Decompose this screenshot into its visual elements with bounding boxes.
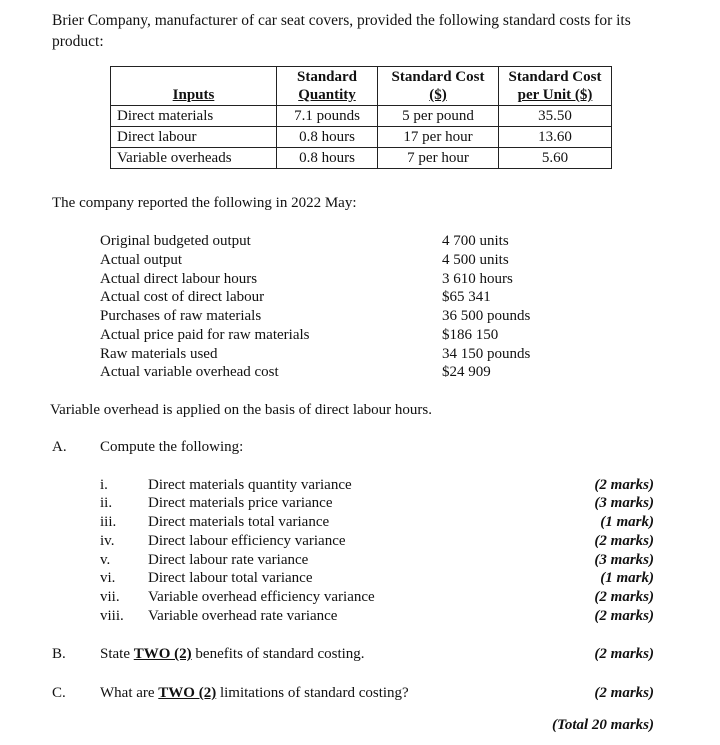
table-row [111,127,612,148]
intro-paragraph: Brier Company, manufacturer of car seat covers, provided the following standard costs for its product: [52,12,631,50]
item-number: iii. [100,514,117,530]
reported-label: Actual price paid for raw materials [100,327,310,343]
header-inputs: Inputs [111,67,277,106]
item-text: Variable overhead efficiency variance [148,589,375,605]
reported-value: $65 341 [442,289,491,305]
standard-cost-table [110,66,612,169]
item-number: iv. [100,533,115,549]
table-cell-cost: 17 per hour [378,127,499,148]
item-marks: (2 marks) [594,533,654,549]
section-b-marks: (2 marks) [594,646,654,662]
item-marks: (3 marks) [594,495,654,511]
reported-value: 34 150 pounds [442,346,531,362]
header-cost-per-unit: Standard Cost per Unit ($) [499,67,612,106]
section-b-letter: B. [52,646,66,662]
reported-label: Actual variable overhead cost [100,364,279,380]
overhead-note: Variable overhead is applied on the basis of direct labour hours. [50,402,432,418]
table-cell-unit: 5.60 [499,148,612,169]
section-a-title: Compute the following: [100,439,244,455]
reported-value: 4 500 units [442,252,509,268]
table-cell-unit: 35.50 [499,106,612,127]
item-text: Direct materials total variance [148,514,330,530]
table-cell-input: Variable overheads [111,148,277,169]
table-cell-unit: 13.60 [499,127,612,148]
section-c-letter: C. [52,685,66,701]
total-marks: (Total 20 marks) [552,717,654,733]
table-row [111,148,612,169]
item-text: Variable overhead rate variance [148,608,338,624]
item-marks: (1 mark) [600,514,654,530]
section-b-question: State TWO (2) benefits of standard costing. [100,646,365,662]
item-text: Direct labour efficiency variance [148,533,346,549]
table-cell-input: Direct materials [111,106,277,127]
item-text: Direct labour rate variance [148,552,309,568]
reported-label: Actual direct labour hours [100,271,258,287]
table-row [111,106,612,127]
item-text: Direct materials price variance [148,495,333,511]
section-a-letter: A. [52,439,67,455]
section-c-question: What are TWO (2) limitations of standard costing? [100,685,409,701]
reported-value: 4 700 units [442,233,509,249]
item-marks: (1 mark) [600,570,654,586]
reported-value: $24 909 [442,364,491,380]
section-c-marks: (2 marks) [594,685,654,701]
item-number: ii. [100,495,113,511]
item-number: viii. [100,608,124,624]
table-cell-qty: 0.8 hours [277,148,378,169]
table-cell-input: Direct labour [111,127,277,148]
item-marks: (2 marks) [594,589,654,605]
reported-label: Actual cost of direct labour [100,289,265,305]
item-text: Direct labour total variance [148,570,313,586]
table-cell-qty: 7.1 pounds [277,106,378,127]
item-marks: (2 marks) [594,608,654,624]
item-number: vii. [100,589,120,605]
item-text: Direct materials quantity variance [148,477,352,493]
item-number: v. [100,552,111,568]
item-number: i. [100,477,108,493]
item-number: vi. [100,570,116,586]
table-cell-cost: 7 per hour [378,148,499,169]
table-cell-cost: 5 per pound [378,106,499,127]
reported-value: 36 500 pounds [442,308,531,324]
table-cell-qty: 0.8 hours [277,127,378,148]
reported-intro: The company reported the following in 2022 May: [52,195,357,211]
reported-value: $186 150 [442,327,499,343]
reported-label: Actual output [100,252,183,268]
reported-value: 3 610 hours [442,271,513,287]
reported-label: Purchases of raw materials [100,308,262,324]
header-standard-quantity: Standard Quantity [277,67,378,106]
reported-label: Raw materials used [100,346,218,362]
header-standard-cost: Standard Cost ($) [378,67,499,106]
reported-label: Original budgeted output [100,233,251,249]
item-marks: (2 marks) [594,477,654,493]
table-header-row [111,67,612,106]
item-marks: (3 marks) [594,552,654,568]
